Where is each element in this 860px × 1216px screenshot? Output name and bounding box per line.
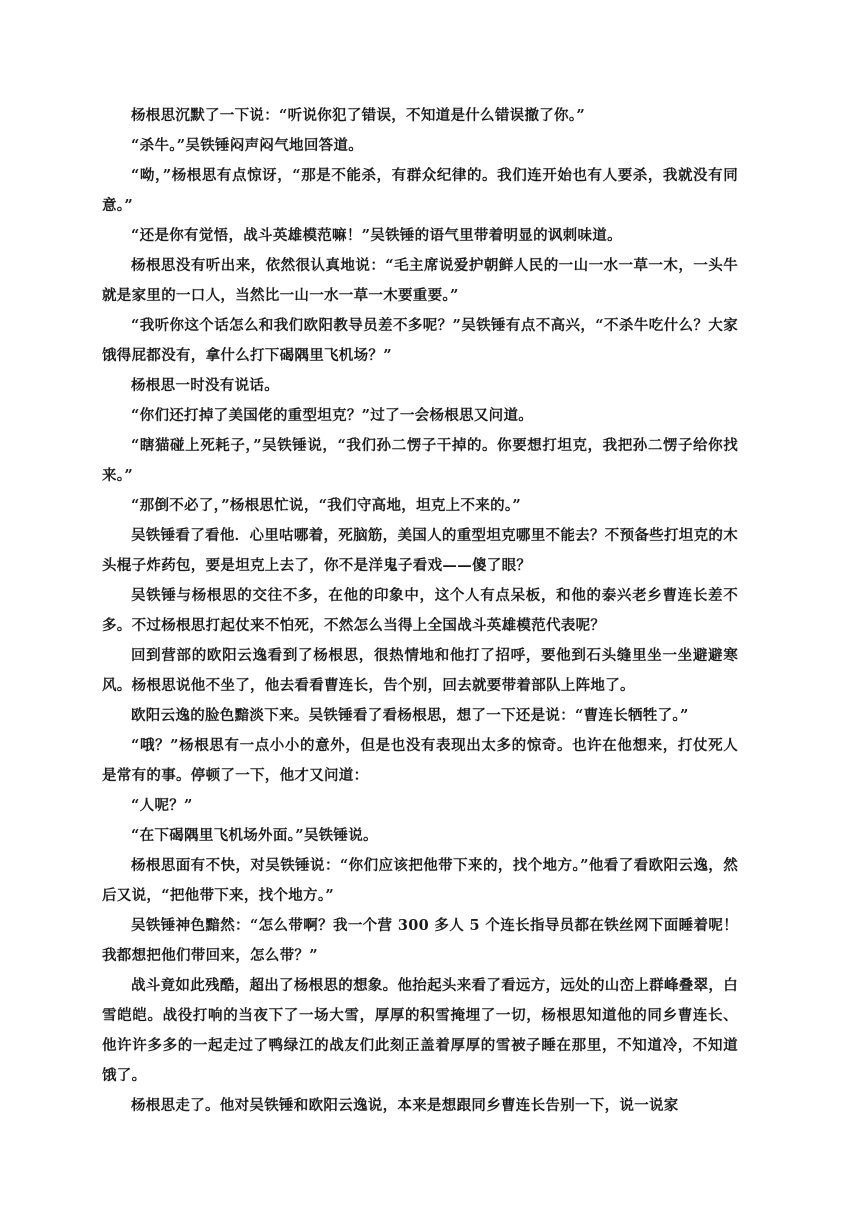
paragraph: “哦？”杨根思有一点小小的意外，但是也没有表现出太多的惊奇。也许在他想来，打仗死人是常有的事。停顿了一下，他才又问道： [102,737,738,784]
paragraph: 吴铁锤看了看他．心里咕哪着，死脑筋，美国人的重型坦克哪里不能去？不预备些打坦克的木头棍子炸药包，要是坦克上去了，你不是洋鬼子看戏——傻了眼？ [102,527,738,574]
story-text-body [102,101,738,1121]
paragraph: “那倒不必了，”杨根思忙说，“我们守高地，坦克上不来的。” [131,497,522,514]
paragraph: 战斗竟如此残酷，超出了杨根思的想象。他抬起头来看了看远方，远处的山峦上群峰叠翠，白雪皑皑。战役打响的当夜下了一场大雪，厚厚的积雪掩埋了一切，杨根思知道他的同乡曹连长、他许许多多的一起走过了鸭绿江的战友们此刻正盖着厚厚的雪被子睡在那里，不知道冷，不知道饿了。 [102,977,738,1084]
paragraph: 吴铁锤与杨根思的交往不多，在他的印象中，这个人有点呆板，和他的泰兴老乡曹连长差不多。不过杨根思打起仗来不怕死，不然怎么当得上全国战斗英雄模范代表呢？ [102,587,738,634]
paragraph: “杀牛。”吴铁锤闷声闷气地回答道。 [131,137,364,154]
paragraph: 杨根思走了。他对吴铁锤和欧阳云逸说，本来是想跟同乡曹连长告别一下，说一说家 [131,1097,679,1114]
paragraph: “呦，”杨根思有点惊讶，“那是不能杀，有群众纪律的。我们连开始也有人要杀，我就没有同意。” [102,167,738,214]
paragraph: “还是你有觉悟，战斗英雄模范嘛！”吴铁锤的语气里带着明显的讽刺味道。 [131,227,622,244]
paragraph: 杨根思面有不快，对吴铁锤说：“你们应该把他带下来的，找个地方。”他看了看欧阳云逸，然后又说，“把他带下来，找个地方。” [102,857,738,904]
paragraph: “我听你这个话怎么和我们欧阳教导员差不多呢？”吴铁锤有点不高兴，“不杀牛吃什么？大家饿得屁都没有，拿什么打下碣隅里飞机场？” [102,317,738,364]
paragraph: “你们还打掉了美国佬的重型坦克？”过了一会杨根思又问道。 [131,407,534,424]
paragraph: “人呢？” [131,797,193,814]
paragraph: 回到营部的欧阳云逸看到了杨根思，很热情地和他打了招呼，要他到石头缝里坐一坐避避寒风。杨根思说他不坐了，他去看看曹连长，告个别，回去就要带着部队上阵地了。 [102,647,738,694]
paragraph: “瞎猫碰上死耗子，”吴铁锤说，“我们孙二愣子干掉的。你要想打坦克，我把孙二愣子给你找来。” [102,437,738,484]
paragraph: 杨根思沉默了一下说：“听说你犯了错误，不知道是什么错误撤了你。” [131,107,586,124]
paragraph: “在下碣隅里飞机场外面。”吴铁锤说。 [131,827,378,844]
paragraph: 吴铁锤神色黯然：“怎么带啊？我一个营 300 多人 5 个连长指导员都在铁丝网下面睡着呢！我都想把他们带回来，怎么带？” [102,917,738,964]
paragraph: 杨根思一时没有说话。 [131,377,279,394]
paragraph: 杨根思没有听出来，依然很认真地说：“毛主席说爱护朝鲜人民的一山一水一草一木，一头牛就是家里的一口人，当然比一山一水一草一木要重要。” [102,257,738,304]
paragraph: 欧阳云逸的脸色黯淡下来。吴铁锤看了看杨根思，想了一下还是说：“曹连长牺牲了。” [131,707,689,724]
